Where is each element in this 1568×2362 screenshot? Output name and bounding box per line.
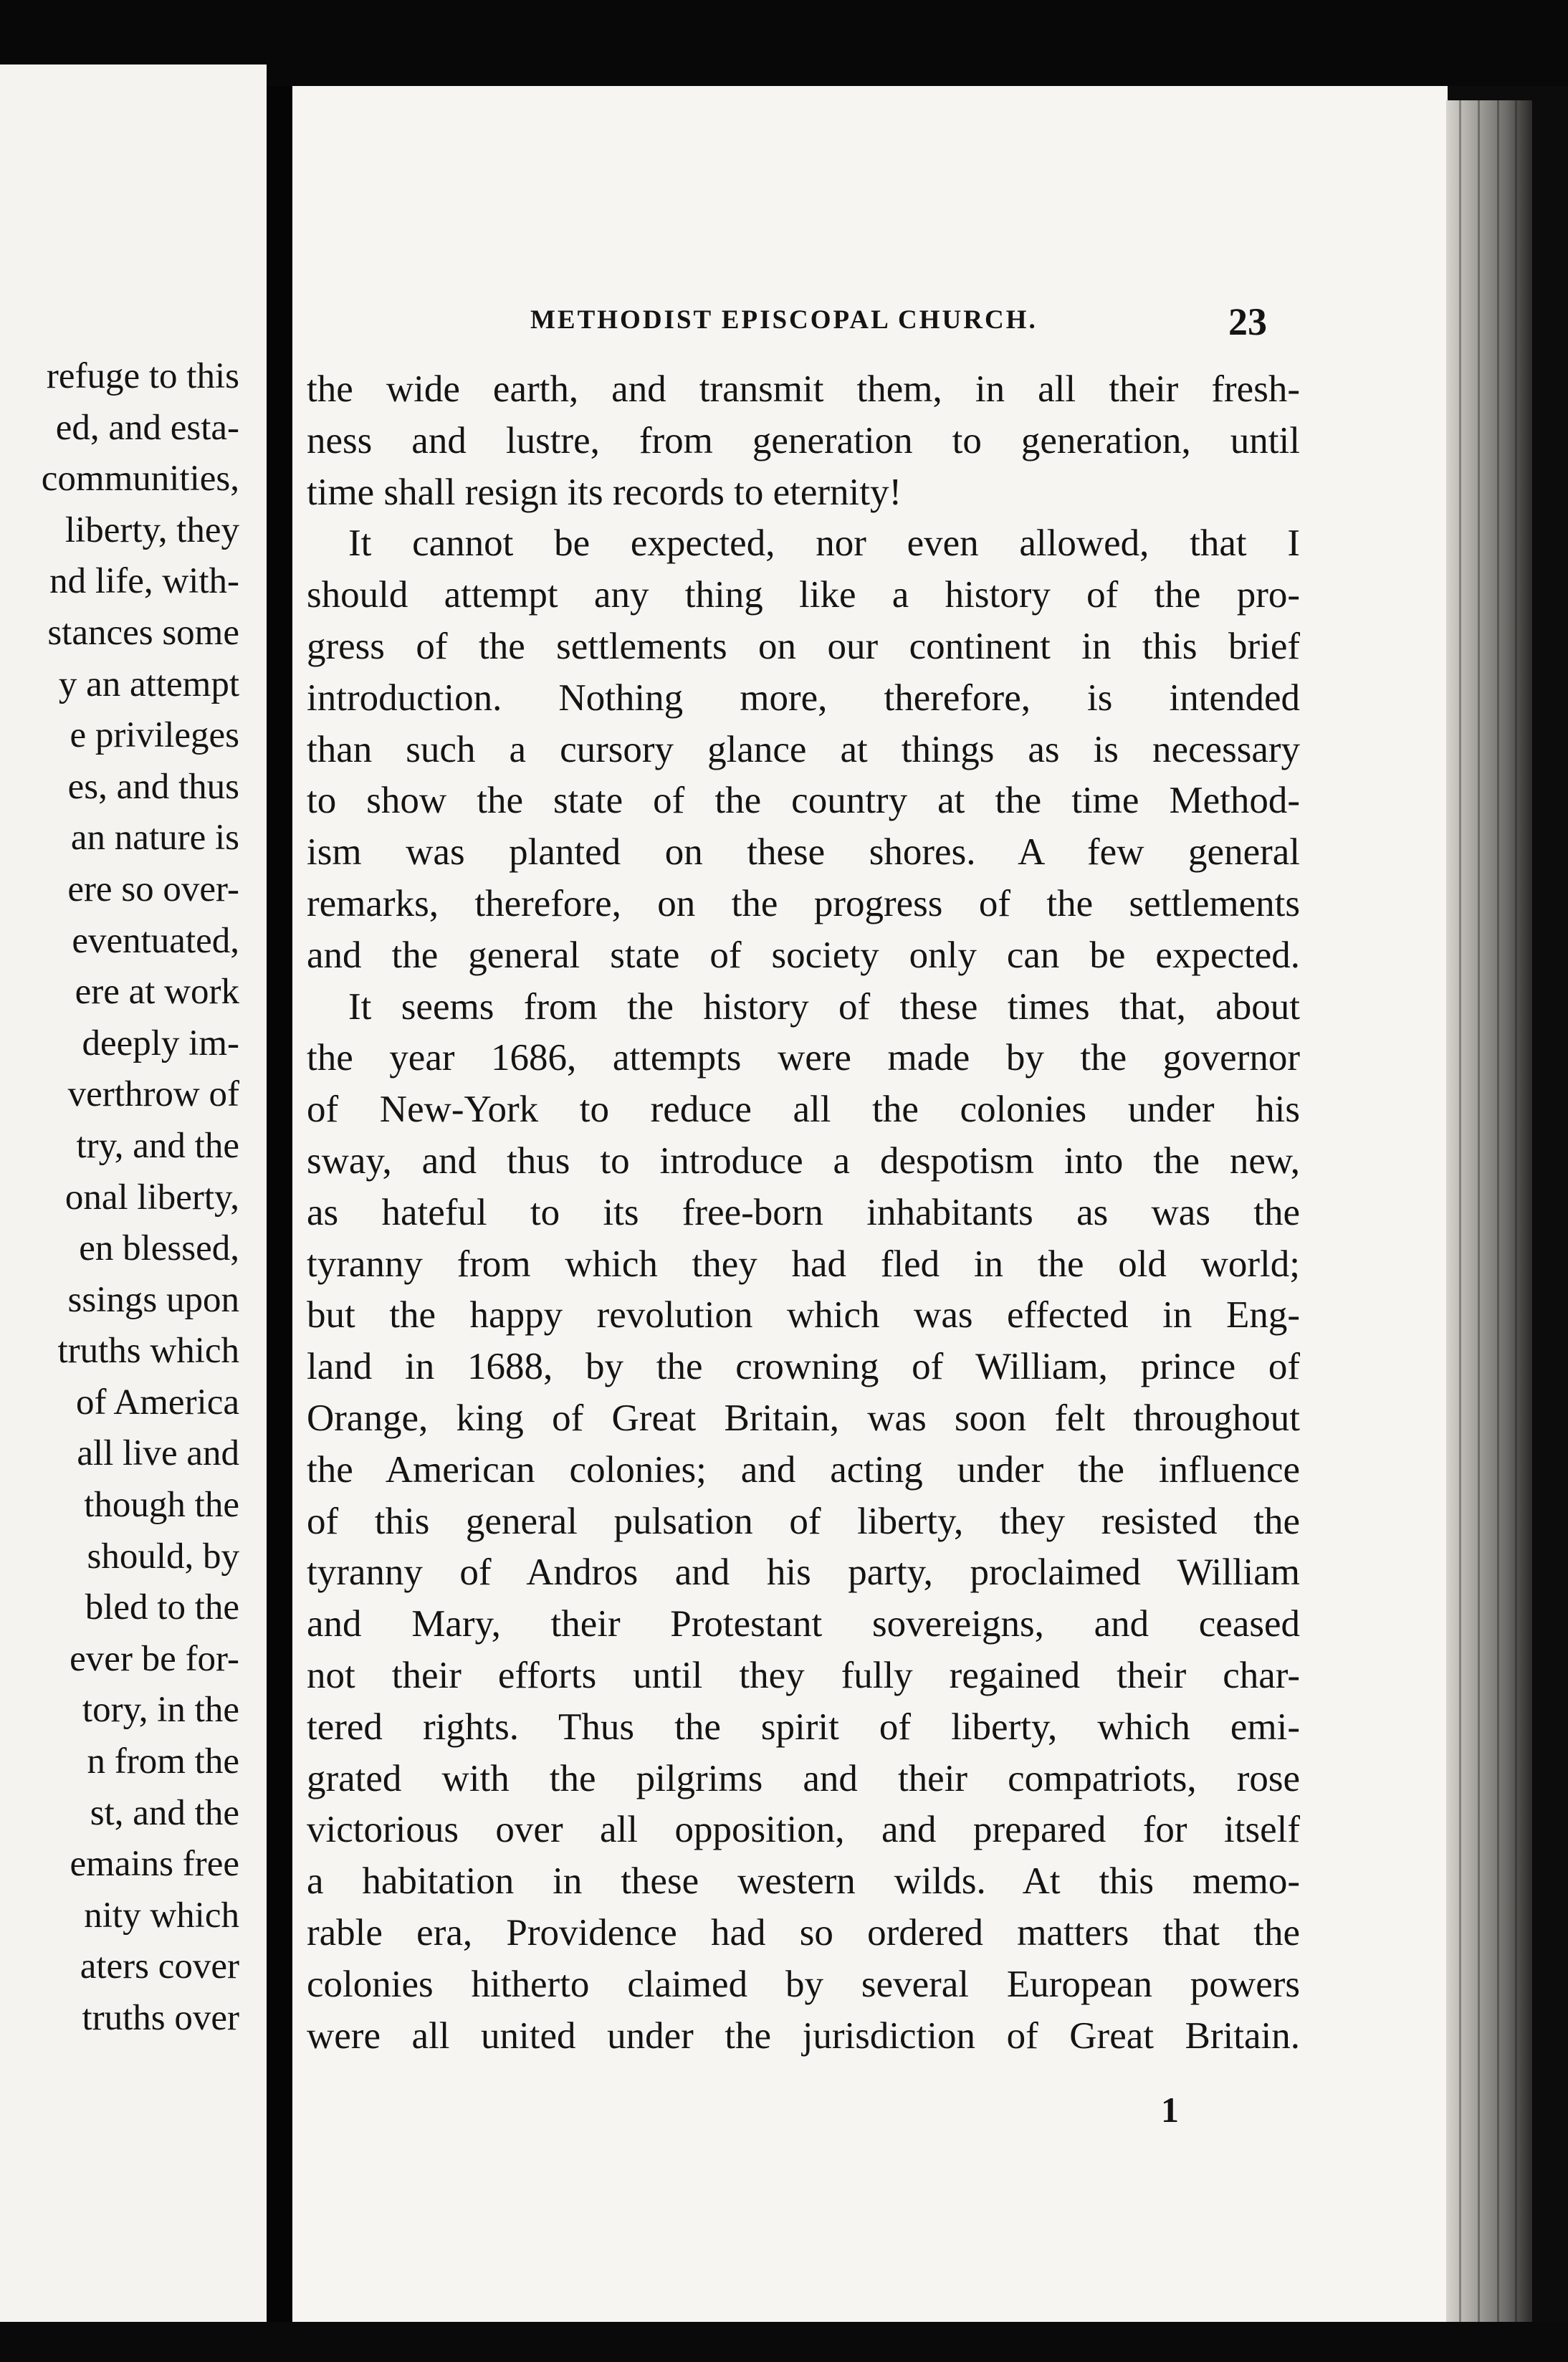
facing-page-line: an nature is <box>70 818 239 859</box>
facing-page-line: en blessed, <box>79 1228 239 1269</box>
facing-page-line: nity which <box>84 1895 239 1936</box>
text-line: the wide earth, and transmit them, in all their fresh- <box>307 368 1300 410</box>
facing-page-line: e privileges <box>70 715 239 756</box>
running-head: METHODIST EPISCOPAL CHURCH. <box>530 305 1038 335</box>
facing-page-line: n from the <box>87 1741 239 1782</box>
signature-mark: 1 <box>1161 2090 1179 2130</box>
facing-page-line: aters cover <box>80 1946 239 1987</box>
text-line: should attempt any thing like a history of the pro- <box>307 574 1300 616</box>
facing-page-line: though the <box>84 1485 239 1526</box>
text-line: victorious over all opposition, and prepared for itself <box>307 1809 1300 1851</box>
text-line: to show the state of the country at the time Method- <box>307 780 1300 822</box>
text-line: and Mary, their Protestant sovereigns, and ceased <box>307 1603 1300 1645</box>
facing-page-line: es, and thus <box>67 766 239 807</box>
text-line: introduction. Nothing more, therefore, is intended <box>307 676 1300 719</box>
text-line: colonies hitherto claimed by several European powers <box>307 1963 1300 2005</box>
text-line: of this general pulsation of liberty, they resisted the <box>307 1500 1300 1542</box>
facing-page-line: of America <box>76 1382 239 1423</box>
text-line: and the general state of society only can be expected. <box>307 934 1300 976</box>
text-line: as hateful to its free-born inhabitants as was the <box>307 1191 1300 1233</box>
facing-page-line: try, and the <box>76 1125 239 1166</box>
text-line: Orange, king of Great Britain, was soon felt throughout <box>307 1397 1300 1439</box>
facing-page-line: refuge to this <box>46 356 239 396</box>
page-number: 23 <box>1228 300 1267 343</box>
facing-page-line: nd life, with- <box>49 561 239 602</box>
facing-page-line: should, by <box>87 1536 239 1577</box>
facing-page-text <box>42 351 239 2045</box>
facing-page-line: verthrow of <box>67 1074 239 1115</box>
book-gutter <box>267 86 292 2329</box>
facing-page-line: ever be for- <box>70 1638 239 1679</box>
page-edge <box>1446 100 1532 2322</box>
facing-page-line: communities, <box>41 459 239 499</box>
facing-page-line: st, and the <box>90 1792 239 1833</box>
facing-page-line: eventuated, <box>72 920 239 961</box>
text-line: gress of the settlements on our continent in this brief <box>307 625 1300 667</box>
text-line: rable era, Providence had so ordered matters that the <box>307 1911 1300 1954</box>
text-line: of New-York to reduce all the colonies under his <box>307 1089 1300 1131</box>
body-text <box>307 364 1300 2062</box>
facing-page-line: emains free <box>70 1844 239 1885</box>
text-line: It cannot be expected, nor even allowed, that I <box>348 522 1300 565</box>
facing-page-line: stances some <box>47 612 239 653</box>
text-line: grated with the pilgrims and their compatriots, rose <box>307 1757 1300 1799</box>
text-line: not their efforts until they fully regained their char- <box>307 1654 1300 1696</box>
facing-page-line: y an attempt <box>58 664 239 704</box>
scan-background-bottom <box>0 2322 1568 2362</box>
facing-page-line: ssings upon <box>67 1279 239 1320</box>
text-line: land in 1688, by the crowning of William, prince of <box>307 1346 1300 1388</box>
facing-page-line: truths over <box>82 1998 239 2038</box>
text-line: remarks, therefore, on the progress of the settlements <box>307 882 1300 924</box>
text-line: but the happy revolution which was effected in Eng- <box>307 1294 1300 1337</box>
facing-page-line: onal liberty, <box>64 1177 239 1218</box>
facing-page-line: deeply im- <box>82 1023 239 1063</box>
text-line: tered rights. Thus the spirit of liberty, which emi- <box>307 1706 1300 1748</box>
text-line: tyranny from which they had fled in the old world; <box>307 1243 1300 1285</box>
facing-page-line: truths which <box>57 1331 239 1372</box>
facing-page-line: ere so over- <box>67 869 239 909</box>
facing-page-line: tory, in the <box>82 1690 239 1731</box>
text-line: sway, and thus to introduce a despotism into the new, <box>307 1139 1300 1182</box>
facing-page-line: ere at work <box>75 972 239 1013</box>
text-line: time shall resign its records to eternity! <box>307 471 902 513</box>
facing-page-line: ed, and esta- <box>55 407 239 448</box>
text-line: ism was planted on these shores. A few general <box>307 831 1300 874</box>
text-line: were all united under the jurisdiction of Great Britain. <box>307 2014 1300 2057</box>
facing-page <box>0 64 267 2322</box>
facing-page-line: bled to the <box>85 1587 239 1628</box>
text-line: tyranny of Andros and his party, proclaimed William <box>307 1551 1300 1594</box>
text-line: ness and lustre, from generation to generation, until <box>307 419 1300 462</box>
text-line: the year 1686, attempts were made by the governor <box>307 1037 1300 1079</box>
text-line: than such a cursory glance at things as is necessary <box>307 728 1300 770</box>
text-line: the American colonies; and acting under the influence <box>307 1448 1300 1491</box>
text-line: a habitation in these western wilds. At this memo- <box>307 1860 1300 1903</box>
text-line: It seems from the history of these times that, about <box>348 985 1300 1028</box>
facing-page-line: all live and <box>77 1433 239 1474</box>
facing-page-line: liberty, they <box>64 510 239 550</box>
